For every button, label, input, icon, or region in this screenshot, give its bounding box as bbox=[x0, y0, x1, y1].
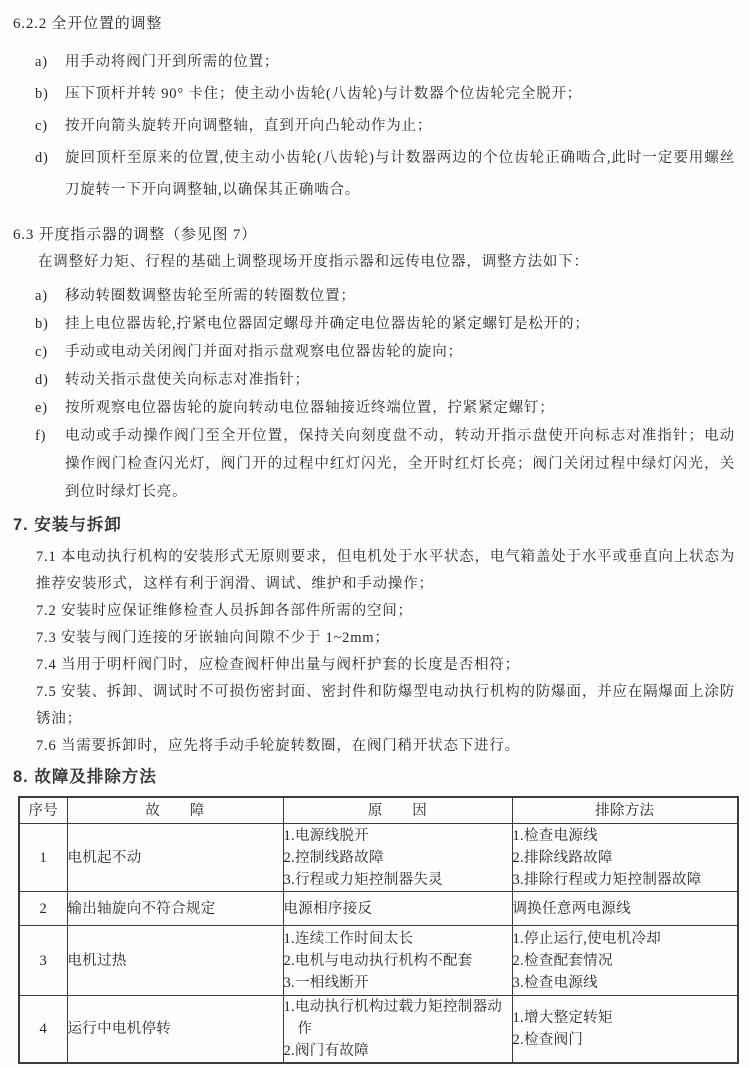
list-item-text: 移动转圈数调整齿轮至所需的转圈数位置； bbox=[65, 288, 356, 304]
list-item-text: 手动或电动关闭阀门并面对指示盘观察电位器齿轮的旋向； bbox=[65, 344, 463, 360]
section-6-2-2-list bbox=[13, 46, 735, 206]
list-item-letter: d) bbox=[35, 150, 49, 166]
section-7-paragraphs bbox=[13, 544, 735, 760]
numbered-paragraph: 7.2 安装时应保证维修检查人员拆卸各部件所需的空间； bbox=[36, 603, 413, 619]
section-7 bbox=[13, 512, 735, 760]
numbered-paragraph: 7.4 当用于明杆阀门时，应检查阀杆伸出量与阀杆护套的长度是否相符； bbox=[36, 657, 520, 673]
cause-line: 3.行程或力矩控制器失灵 bbox=[283, 871, 443, 888]
column-header: 原 因 bbox=[283, 797, 512, 824]
remedy-cell bbox=[512, 996, 738, 1064]
column-header: 故 障 bbox=[67, 797, 283, 824]
list-item bbox=[13, 366, 735, 394]
section-6-3-intro: 在调整好力矩、行程的基础上调整现场开度指示器和远传电位器，调整方法如下： bbox=[38, 254, 589, 270]
list-item bbox=[13, 282, 735, 310]
remedy-cell bbox=[512, 824, 738, 892]
remedy-cell bbox=[512, 926, 738, 996]
list-item-text: 按所观察电位器齿轮的旋向转动电位器轴接近终端位置，拧紧紧定螺钉； bbox=[65, 400, 555, 416]
list-item-letter: a) bbox=[35, 288, 48, 304]
list-item bbox=[13, 394, 735, 422]
cause-line: 1.电源线脱开 bbox=[283, 827, 369, 844]
numbered-paragraph: 7.6 当需要拆卸时，应先将手动手轮旋转数圈，在阀门稍开状态下进行。 bbox=[36, 738, 520, 754]
numbered-paragraph: 7.1 本电动执行机构的安装形式无原则要求，但电机处于水平状态，电气箱盖处于水平或垂直向上状态为推荐安装形式，这样有利于润滑、调试、维护和手动操作； bbox=[36, 549, 735, 592]
row-number-cell: 2 bbox=[19, 892, 67, 926]
list-item-letter: d) bbox=[35, 372, 49, 388]
list-item-text: 电动或手动操作阀门至全开位置，保持关向刻度盘不动，转动开指示盘使开向标志对准指针；电动操作阀门检查闪光灯，阀门开的过程中红灯闪光，全开时红灯长亮；阀门关闭过程中绿灯闪光，关到位时绿灯长亮。 bbox=[65, 428, 735, 500]
section-6-2-2 bbox=[13, 14, 735, 206]
table-row bbox=[19, 996, 738, 1064]
list-item bbox=[13, 422, 735, 506]
section-6-3 bbox=[13, 222, 735, 506]
table-row bbox=[19, 892, 738, 926]
row-number-cell: 1 bbox=[19, 824, 67, 892]
cause-cell bbox=[283, 892, 512, 926]
remedy-line: 调换任意两电源线 bbox=[512, 900, 631, 917]
list-item bbox=[13, 78, 735, 110]
section-6-3-heading: 6.3 开度指示器的调整（参见图 7） bbox=[13, 227, 257, 243]
cause-cell bbox=[283, 824, 512, 892]
remedy-line: 3.检查电源线 bbox=[512, 974, 598, 991]
list-item-letter: c) bbox=[35, 118, 48, 134]
table-row bbox=[19, 926, 738, 996]
column-header: 序号 bbox=[19, 797, 67, 824]
cause-line: 3.一相线断开 bbox=[283, 974, 369, 991]
fault-table bbox=[18, 796, 739, 1064]
cause-line: 1.连续工作时间太长 bbox=[283, 930, 414, 947]
list-item bbox=[13, 110, 735, 142]
remedy-line: 1.增大整定转矩 bbox=[512, 1010, 613, 1026]
column-header: 排除方法 bbox=[512, 797, 738, 824]
cause-line: 电源相序接反 bbox=[283, 900, 373, 917]
numbered-paragraph: 7.3 安装与阀门连接的牙嵌轴向间隙不少于 1~2mm； bbox=[36, 630, 390, 646]
section-8 bbox=[13, 764, 735, 1064]
list-item-letter: a) bbox=[35, 54, 48, 70]
list-item-text: 转动关指示盘使关向标志对准指针； bbox=[65, 372, 310, 388]
list-item-letter: c) bbox=[35, 344, 48, 360]
fault-cell: 输出轴旋向不符合规定 bbox=[67, 892, 283, 926]
remedy-line: 1.检查电源线 bbox=[512, 827, 598, 844]
list-item bbox=[13, 338, 735, 366]
list-item bbox=[13, 310, 735, 338]
cause-line: 1.电动执行机构过载力矩控制器动作 bbox=[283, 999, 503, 1037]
list-item-text: 按开向箭头旋转开向调整轴，直到开向凸轮动作为止； bbox=[65, 118, 433, 134]
cause-cell bbox=[283, 996, 512, 1064]
row-number-cell: 4 bbox=[19, 996, 67, 1064]
list-item-letter: e) bbox=[35, 400, 48, 416]
list-item-text: 旋回顶杆至原来的位置,使主动小齿轮(八齿轮)与计数器两边的个位齿轮正确啮合,此时一定要用螺丝刀旋转一下开向调整轴,以确保其正确啮合。 bbox=[65, 150, 735, 198]
remedy-line: 2.排除线路故障 bbox=[512, 849, 613, 866]
section-7-heading: 7. 安装与拆卸 bbox=[13, 516, 122, 534]
remedy-line: 2.检查配套情况 bbox=[512, 952, 613, 969]
remedy-line: 3.排除行程或力矩控制器故障 bbox=[512, 871, 702, 888]
list-item bbox=[13, 142, 735, 206]
cause-line: 2.控制线路故障 bbox=[283, 849, 384, 866]
section-6-3-list bbox=[13, 282, 735, 506]
remedy-line: 2.检查阀门 bbox=[512, 1032, 584, 1048]
numbered-paragraph: 7.5 安装、拆卸、调试时不可损伤密封面、密封件和防爆型电动执行机构的防爆面，并应在隔爆面上涂防锈油； bbox=[36, 684, 735, 727]
list-item bbox=[13, 46, 735, 78]
list-item-letter: f) bbox=[35, 428, 47, 444]
cause-line: 2.阀门有故障 bbox=[283, 1043, 369, 1059]
remedy-cell bbox=[512, 892, 738, 926]
table-row bbox=[19, 824, 738, 892]
list-item-letter: b) bbox=[35, 86, 49, 102]
list-item-text: 压下顶杆并转 90° 卡住；使主动小齿轮(八齿轮)与计数器个位齿轮完全脱开； bbox=[65, 86, 583, 102]
list-item-text: 用手动将阀门开到所需的位置； bbox=[65, 54, 280, 70]
fault-table-header bbox=[19, 797, 738, 824]
cause-cell bbox=[283, 926, 512, 996]
cause-line: 2.电机与电动执行机构不配套 bbox=[283, 952, 473, 969]
fault-cell: 电机过热 bbox=[67, 926, 283, 996]
remedy-line: 1.停止运行,使电机冷却 bbox=[512, 930, 662, 947]
list-item-letter: b) bbox=[35, 316, 49, 332]
section-8-heading: 8. 故障及排除方法 bbox=[13, 768, 157, 786]
list-item-text: 挂上电位器齿轮,拧紧电位器固定螺母并确定电位器齿轮的紧定螺钉是松开的； bbox=[65, 316, 590, 332]
fault-cell: 运行中电机停转 bbox=[67, 996, 283, 1064]
row-number-cell: 3 bbox=[19, 926, 67, 996]
section-6-2-2-heading: 6.2.2 全开位置的调整 bbox=[13, 16, 163, 32]
fault-cell: 电机起不动 bbox=[67, 824, 283, 892]
